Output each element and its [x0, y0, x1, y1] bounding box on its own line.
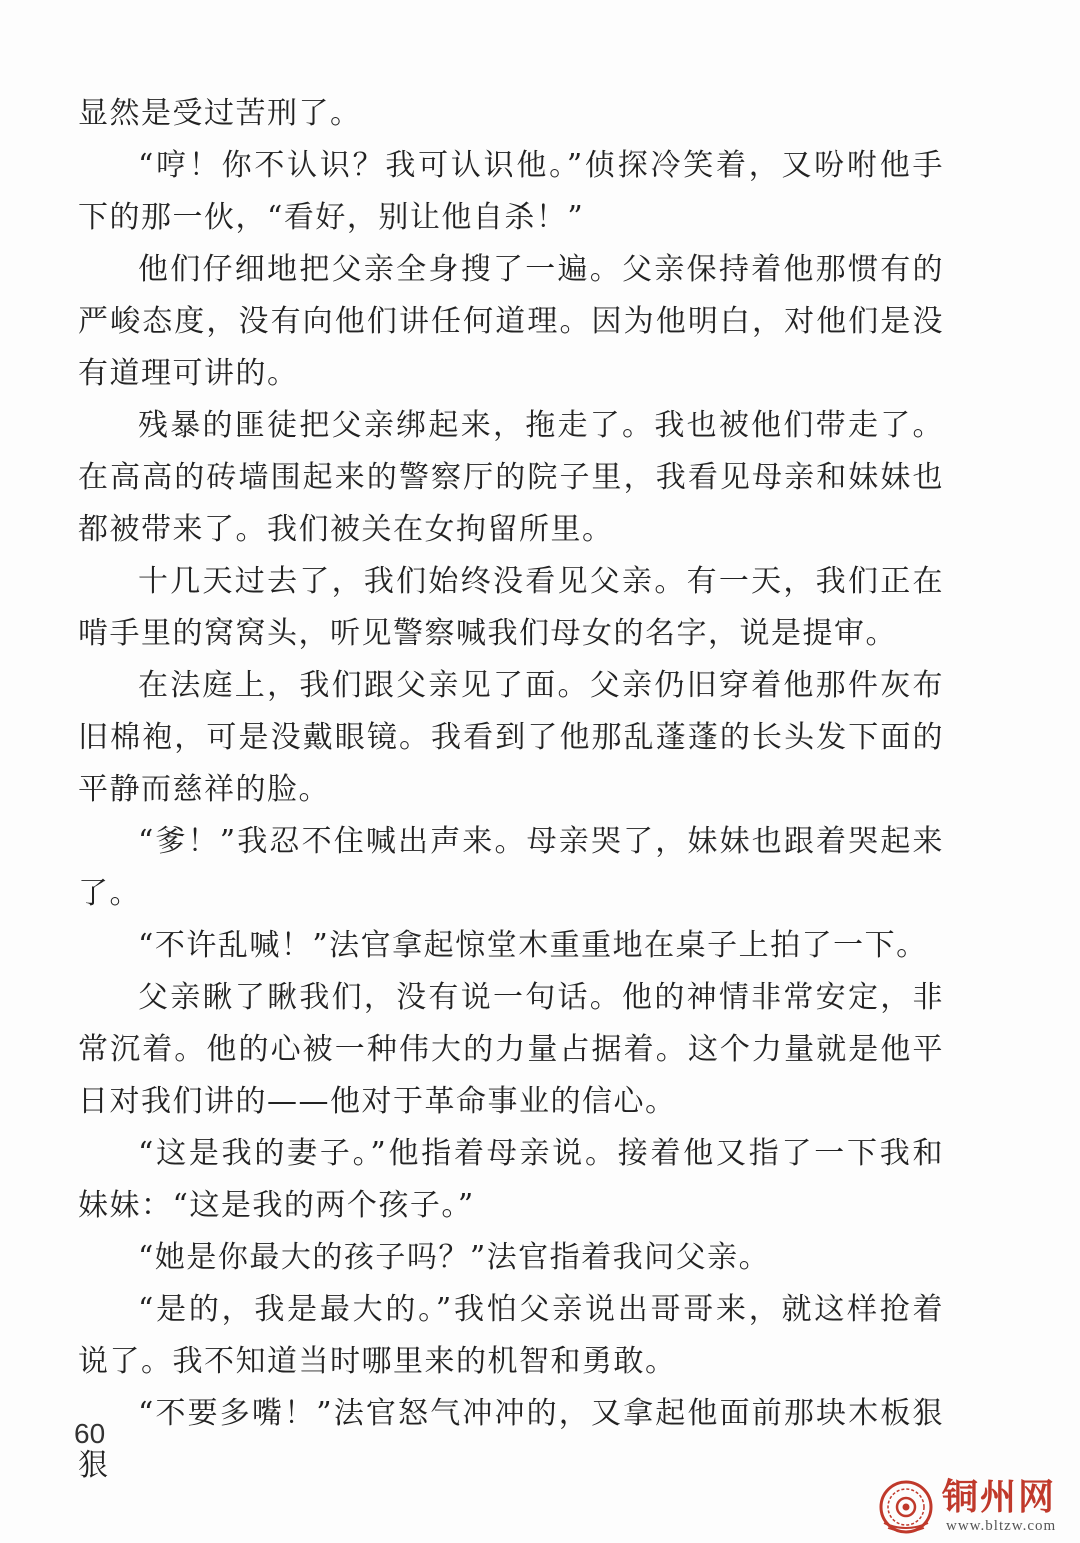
- paragraph-13: “不要多嘴！”法官怒气冲冲的，又拿起他面前那块木板狠狠: [78, 1396, 944, 1483]
- site-watermark: [876, 1477, 1072, 1537]
- seal-logo-icon: [878, 1479, 934, 1535]
- paragraph-5: 十几天过去了，我们始终没看见父亲。有一天，我们正在啃手里的窝窝头，听见警察喊我们母女的名字，说是提审。: [78, 564, 944, 651]
- paragraph-2: “哼！你不认识？我可认识他。”侦探冷笑着，又吩咐他手下的那一伙，“看好，别让他自杀！”: [78, 148, 944, 235]
- page-number: 60: [74, 1418, 106, 1449]
- watermark-url: www.bltzw.com: [946, 1518, 1057, 1534]
- paragraph-4: 残暴的匪徒把父亲绑起来，拖走了。我也被他们带走了。在高高的砖墙围起来的警察厅的院子里，我看见母亲和妹妹也都被带来了。我们被关在女拘留所里。: [78, 408, 944, 547]
- paragraph-10: “这是我的妻子。”他指着母亲说。接着他又指了一下我和妹妹：“这是我的两个孩子。”: [78, 1136, 944, 1223]
- paragraph-8: “不许乱喊！”法官拿起惊堂木重重地在桌子上拍了一下。: [138, 928, 928, 963]
- paragraph-3: 他们仔细地把父亲全身搜了一遍。父亲保持着他那惯有的严峻态度，没有向他们讲任何道理。因为他明白，对他们是没有道理可讲的。: [78, 252, 944, 391]
- paragraph-9: 父亲瞅了瞅我们，没有说一句话。他的神情非常安定，非常沉着。他的心被一种伟大的力量占据着。这个力量就是他平日对我们讲的——他对于革命事业的信心。: [78, 980, 944, 1119]
- paragraph-12: “是的，我是最大的。”我怕父亲说出哥哥来，就这样抢着说了。我不知道当时哪里来的机智和勇敢。: [78, 1292, 944, 1379]
- paragraph-6: 在法庭上，我们跟父亲见了面。父亲仍旧穿着他那件灰布旧棉袍，可是没戴眼镜。我看到了他那乱蓬蓬的长头发下面的平静而慈祥的脸。: [78, 668, 944, 807]
- paragraph-11: “她是你最大的孩子吗？”法官指着我问父亲。: [138, 1240, 771, 1275]
- body-text: [78, 88, 944, 1492]
- paragraph-7: “爹！”我忍不住喊出声来。母亲哭了，妹妹也跟着哭起来了。: [78, 824, 944, 911]
- paragraph-1: 显然是受过苦刑了。: [78, 96, 362, 131]
- watermark-title: 铜州网: [942, 1476, 1057, 1518]
